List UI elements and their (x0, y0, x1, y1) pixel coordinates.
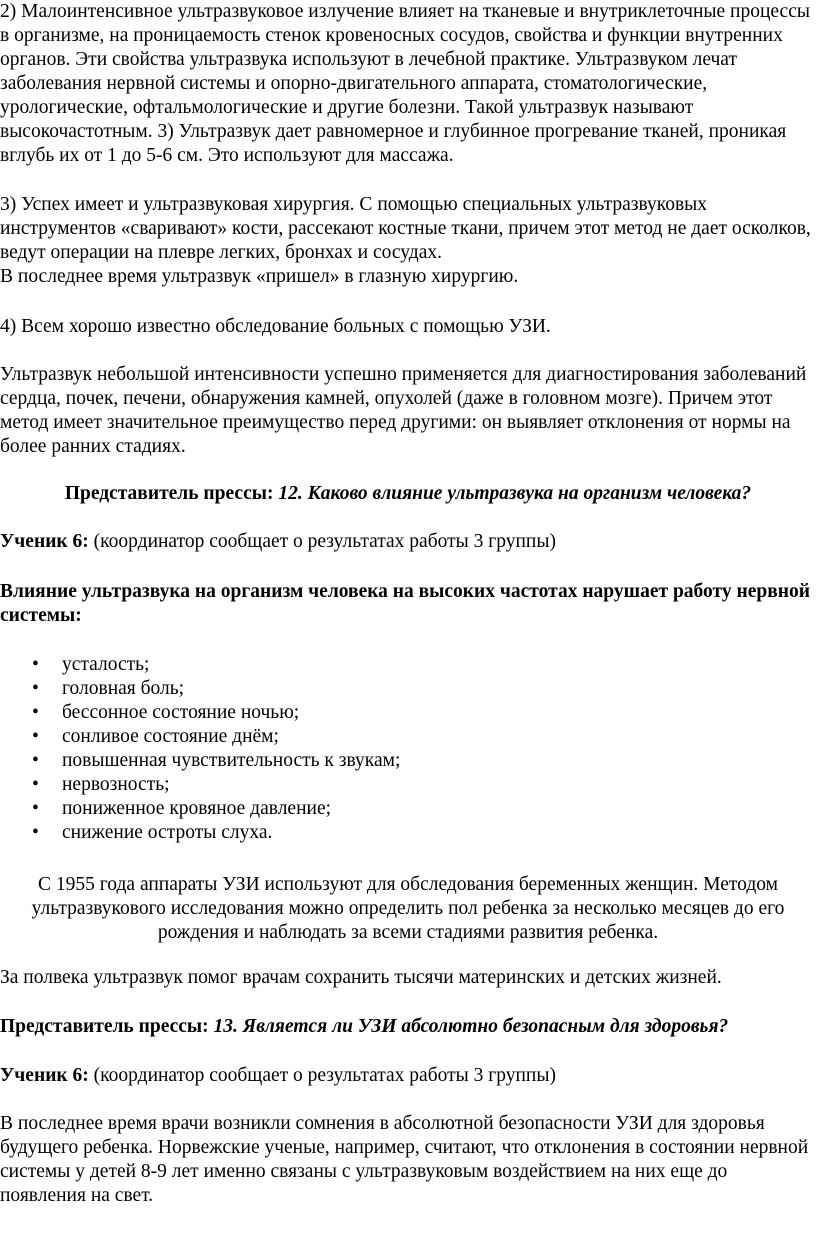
list-item-text: бессонное состояние ночью; (62, 702, 300, 723)
student-label: Ученик 6: (0, 1065, 89, 1086)
press-question-13 (0, 1015, 816, 1039)
list-item (0, 797, 816, 821)
list-item (0, 749, 816, 773)
question-text: 12. Каково влияние ультразвука на организм человека? (278, 483, 752, 504)
bullet-icon: • (32, 726, 39, 747)
effects-heading (0, 580, 816, 628)
list-item-text: снижение остроты слуха. (62, 822, 273, 843)
bullet-icon: • (32, 822, 39, 843)
paragraph-surgery (0, 193, 816, 289)
bullet-icon: • (32, 750, 39, 771)
bullet-icon: • (32, 774, 39, 795)
paragraph-safety-doubts: В последнее время врачи возникли сомнения в абсолютной безопасности УЗИ для здоровья будущего ребенка. Норвежские ученые, например, считают, что отклонения в состоянии нервной системы у детей 8-9 лет именно связаны с ультразвуковым воздействием на них еще до появления на свет. (0, 1113, 809, 1206)
paragraph-pregnancy: С 1955 года аппараты УЗИ используют для обследования беременных женщин. Методом ультразвукового исследования можно определить пол ребенка за несколько месяцев до его рождения и наблюдать за всеми стадиями развития ребенка. (31, 874, 785, 943)
paragraph-half-century: За полвека ультразвук помог врачам сохранить тысячи материнских и детских жизней. (0, 967, 722, 988)
list-item (0, 677, 816, 701)
list-item (0, 773, 816, 797)
press-label: Представитель прессы: (64, 483, 274, 504)
press-question-12 (0, 482, 816, 506)
list-item (0, 821, 816, 845)
paragraph-eye-surgery-text: В последнее время ультразвук «пришел» в глазную хирургию. (0, 266, 519, 287)
paragraph-uzi: 4) Всем хорошо известно обследование больных с помощью УЗИ. (0, 316, 551, 337)
paragraph-diagnostics: Ультразвук небольшой интенсивности успешно применяется для диагностирования заболеваний сердца, почек, печени, обнаружения камней, опухолей (даже в головном мозге). Причем этот метод имеет значительное преимущество перед другими: он выявляет отклонения от нормы на более ранних стадиях. (0, 364, 807, 457)
paragraph-medical-ultrasound: 2) Малоинтенсивное ультразвуковое излучение влияет на тканевые и внутриклеточные процессы в организме, на проницаемость стенок кровеносных сосудов, свойства и функции внутренних органов. Эти свойства ультразвука используют в лечебной практике. Ультразвуком лечат заболевания нервной системы и опорно-двигательного аппарата, стоматологические, урологические, офтальмологические и другие болезни. Такой ультразвук называют высокочастотным. 3) Ультразвук дает равномерное и глубинное прогревание тканей, проникая вглубь их от 1 до 5-6 см. Это используют для массажа. (0, 1, 810, 166)
student-note: (координатор сообщает о результатах работы 3 группы) (93, 531, 556, 552)
list-item-text: нервозность; (62, 774, 170, 795)
list-item-text: повышенная чувствительность к звукам; (62, 750, 401, 771)
student-line-2 (0, 1064, 816, 1088)
list-item-text: пониженное кровяное давление; (62, 798, 332, 819)
list-item-text: головная боль; (62, 678, 185, 699)
bullet-icon: • (32, 654, 39, 675)
list-item (0, 701, 816, 725)
student-line-1 (0, 530, 816, 554)
student-note: (координатор сообщает о результатах работы 3 группы) (93, 1065, 556, 1086)
effects-heading-text: Влияние ультразвука на организм человека на высоких частотах нарушает работу нервной системы: (0, 581, 810, 626)
question-text: 13. Является ли УЗИ абсолютно безопасным для здоровья? (213, 1016, 729, 1037)
list-item (0, 725, 816, 749)
bullet-icon: • (32, 702, 39, 723)
press-label: Представитель прессы: (0, 1016, 209, 1037)
list-item (0, 653, 816, 677)
paragraph-surgery-text: 3) Успех имеет и ультразвуковая хирургия. С помощью специальных ультразвуковых инструментов «сваривают» кости, рассекают костные ткани, причем этот метод не дает осколков, ведут операции на плевре легких, бронхах и сосудах. (0, 194, 811, 263)
bullet-icon: • (32, 798, 39, 819)
student-label: Ученик 6: (0, 531, 89, 552)
bullet-icon: • (32, 678, 39, 699)
list-item-text: сонливое состояние днём; (62, 726, 279, 747)
effects-list (0, 653, 816, 845)
list-item-text: усталость; (62, 654, 150, 675)
